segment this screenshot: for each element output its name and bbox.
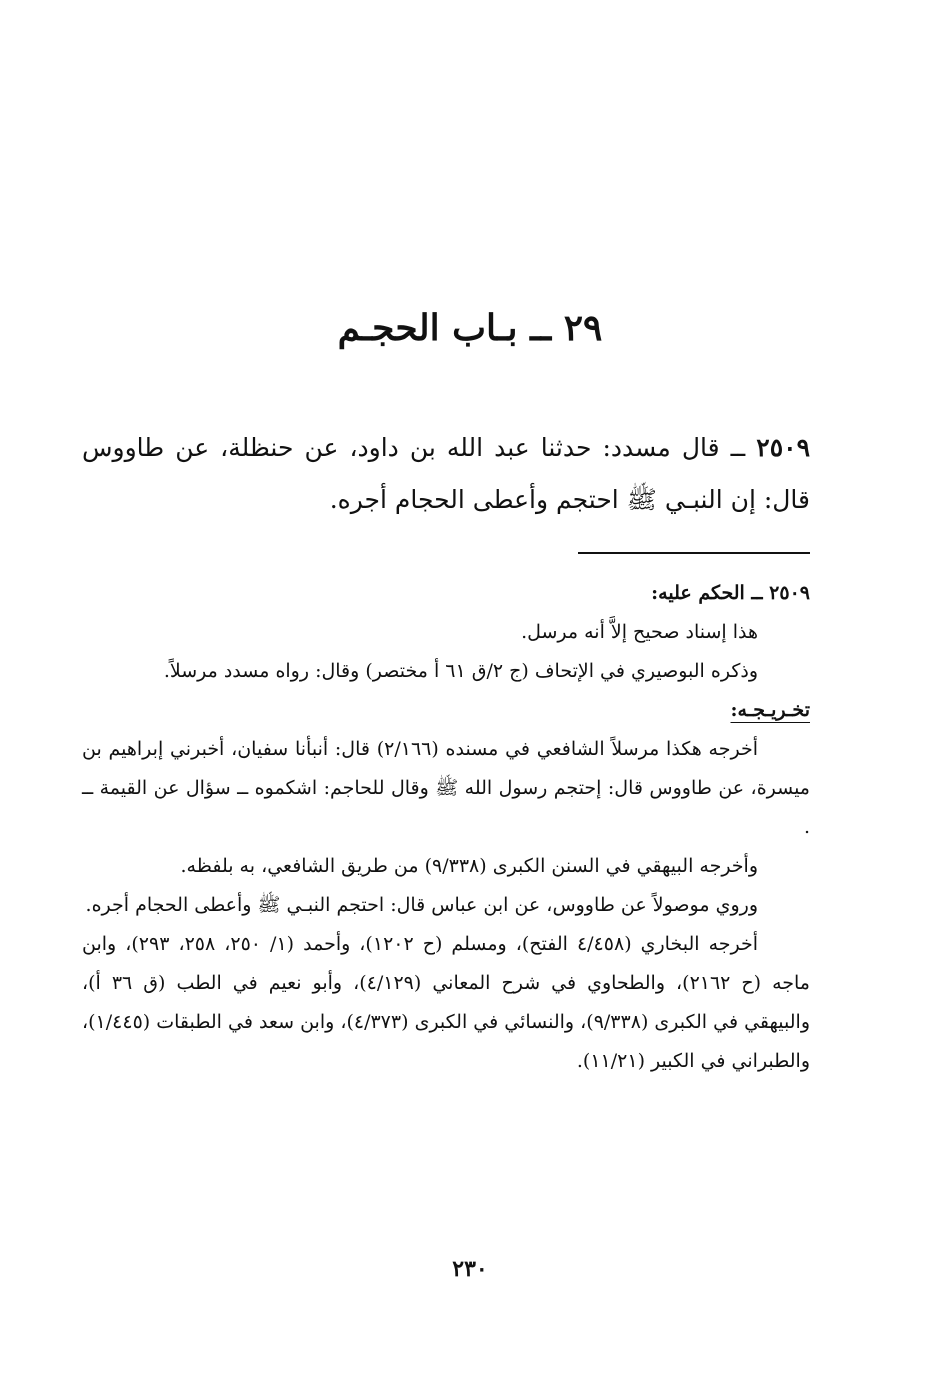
takhrij-paragraph: أخرجه هكذا مرسلاً الشافعي في مسنده (٢/١٦٦) قال: أنبأنا سفيان، أخبرني إبراهيم بن ميسرة، عن طاووس قال: إحتجم رسول الله ﷺ وقال للحاجم: اشكموه ــ سؤال عن القيمة ــ . xyxy=(82,738,810,838)
ruling-number: ٢٥٠٩ xyxy=(769,582,810,604)
hadith-text xyxy=(82,422,810,526)
takhrij-paragraph: وأخرجه البيهقي في السنن الكبرى (٩/٣٣٨) من طريق الشافعي، به بلفظه. xyxy=(180,855,758,877)
takhrij-paragraph: وروي موصولاً عن طاووس، عن ابن عباس قال: احتجم النبـي ﷺ وأعطى الحجام أجره. xyxy=(85,894,758,916)
ruling-heading-label: ــ الحكم عليه: xyxy=(651,582,770,604)
busiri-text: وذكره البوصيري في الإتحاف (ج ٢/ق ٦١ أ مختصر) وقال: رواه مسدد مرسلاً. xyxy=(163,660,758,682)
ruling-heading xyxy=(82,574,810,613)
ruling-text: هذا إسناد صحيح إلاَّ أنه مرسل. xyxy=(521,621,758,643)
hadith-number: ٢٥٠٩ xyxy=(756,433,810,462)
footnote-divider xyxy=(578,552,810,554)
takhrij-heading: تخـريـجـه: xyxy=(730,699,810,721)
footnotes xyxy=(82,574,810,1081)
chapter-title: ٢٩ ــ بـاب الحجـم xyxy=(337,307,603,349)
hadith-body: ــ قال مسدد: حدثنا عبد الله بن داود، عن حنظلة، عن طاووس قال: إن النبـي ﷺ احتجم وأعطى الحجام أجره. xyxy=(82,433,810,514)
page-number: ٢٣٠ xyxy=(452,1256,488,1282)
takhrij-paragraph: أخرجه البخاري (٤/٤٥٨ الفتح)، ومسلم (ح ١٢٠٢)، وأحمد (١/ ٢٥٠، ٢٥٨، ٢٩٣)، وابن ماجه (ح ٢١٦٢)، والطحاوي في شرح المعاني (٤/١٢٩)، وأبو نعيم في الطب (ق ٣٦ أ)، والبيهقي في الكبرى (٩/٣٣٨)، والنسائي في الكبرى (٤/٣٧٣)، وابن سعد في الطبقات (١/٤٤٥)، والطبراني في الكبير (١١/٢١). xyxy=(82,933,810,1072)
takhrij-heading-line xyxy=(82,691,810,730)
